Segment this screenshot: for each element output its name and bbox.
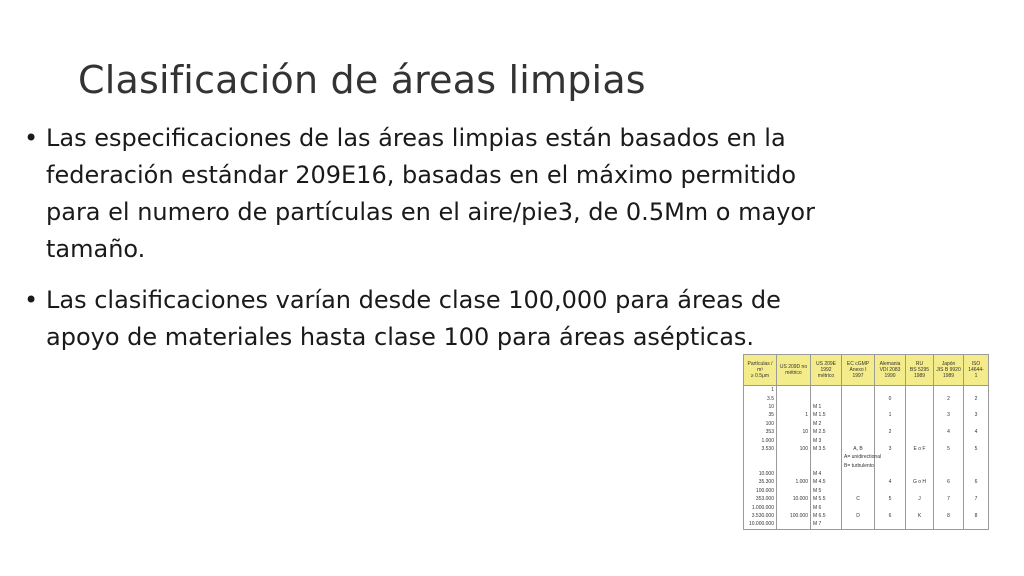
header-text: VDI 2083 [879,367,901,373]
table-cell [964,386,989,395]
table-cell [875,436,906,444]
table-cell: M 4.5 [811,478,842,486]
table-cell: 3 [875,445,906,453]
table-header-cell [777,355,811,386]
table-cell [964,520,989,529]
header-text: US 209E [815,361,836,367]
table-cell: 100.000 [777,512,811,520]
bullet-dot-icon: • [24,286,39,314]
header-text: Anexo I [849,367,867,373]
table-cell [842,386,875,395]
table-cell [964,420,989,428]
table-body [744,386,989,530]
table-cell [964,436,989,444]
bullet-text: Las clasificaciones varían desde clase 100,000 para áreas de apoyo de materiales hasta clase 100 para áreas asépticas. [46,286,781,351]
table-cell [964,462,989,470]
table-cell: 10.000 [744,470,777,478]
bullet-text: Las especificaciones de las áreas limpias están basados en la federación estándar 209E16, basadas en el máximo permitido para el numero de partículas en el aire/pie3, de 0.5Mm o mayor tamaño. [46,124,815,263]
table-cell [934,520,964,529]
table-cell [842,520,875,529]
table-row [744,386,989,395]
table-row [744,478,989,486]
table-row [744,403,989,411]
table-cell: 1 [744,386,777,395]
table-cell: 1.000 [744,436,777,444]
table-cell: 1 [875,411,906,419]
table-cell: 2 [875,428,906,436]
table-cell [964,403,989,411]
table-row [744,445,989,453]
table-cell: A= unidirectional [842,453,875,461]
table-cell: 2 [934,394,964,402]
table-cell [906,487,934,495]
table-cell: M 1 [811,403,842,411]
table-cell [875,520,906,529]
table-cell [875,420,906,428]
table-cell [964,487,989,495]
table-row [744,520,989,529]
table-cell [906,436,934,444]
table-cell [906,503,934,511]
table-cell: 5 [934,445,964,453]
table-cell: 35.300 [744,478,777,486]
header-text: métrico [817,373,835,379]
table-cell: 5 [875,495,906,503]
table-cell: 8 [964,512,989,520]
classification-table [743,354,989,530]
table-cell: 6 [875,512,906,520]
table-cell [842,487,875,495]
table-cell [811,394,842,402]
table-header-cell [964,355,989,386]
table-cell [777,453,811,461]
table-cell: M 4 [811,470,842,478]
table-cell: A, B [842,445,875,453]
table-cell: 3 [964,411,989,419]
table-cell [842,394,875,402]
table-cell: 100.000 [744,487,777,495]
header-text: 1997 [852,373,864,379]
table-header-cell [875,355,906,386]
table-cell [934,436,964,444]
table-cell: M 7 [811,520,842,529]
table-cell [906,428,934,436]
table-cell [934,386,964,395]
table-cell [777,386,811,395]
table-cell [906,453,934,461]
table-cell: M 2.5 [811,428,842,436]
table-header-row [744,355,989,386]
header-text: Japón [941,361,956,367]
header-text: 1 [974,373,978,379]
table-row [744,428,989,436]
table-cell [934,453,964,461]
header-text: 1990 [884,373,896,379]
table-cell: M 3.5 [811,445,842,453]
table-cell [906,411,934,419]
table-cell [777,436,811,444]
table-cell [964,470,989,478]
table-cell: 4 [875,478,906,486]
table-cell [934,420,964,428]
table-cell [744,462,777,470]
table-cell [964,453,989,461]
table-cell: 353.000 [744,495,777,503]
table-row [744,420,989,428]
table-row [744,503,989,511]
table-cell [842,420,875,428]
table-cell [777,420,811,428]
header-text: BS 5295 [909,367,930,373]
table-cell: D [842,512,875,520]
header-text: Partículas / m³ [747,361,773,373]
table-cell [934,487,964,495]
table-cell: M 2 [811,420,842,428]
table-cell [875,462,906,470]
table-cell [777,462,811,470]
header-text: Alemania [879,361,901,367]
classification-table-image [743,354,988,560]
table-cell: M 6.5 [811,512,842,520]
table-cell [934,503,964,511]
table-cell: 8 [934,512,964,520]
table-header-cell [744,355,777,386]
table-cell [906,470,934,478]
table-cell [906,520,934,529]
table-cell [777,503,811,511]
table-cell [777,520,811,529]
table-row [744,462,989,470]
table-row [744,436,989,444]
header-text: ISO 14644- [968,361,984,373]
table-cell [906,403,934,411]
table-header-cell [811,355,842,386]
table-cell: 4 [964,428,989,436]
table-cell: M 5 [811,487,842,495]
table-row [744,453,989,461]
header-text: US 209D no [779,364,808,370]
table-cell: 10 [744,403,777,411]
bullet-list [20,120,840,370]
table-cell: 0 [875,394,906,402]
table-cell [934,462,964,470]
table-cell: 1.000.000 [744,503,777,511]
table-cell [875,386,906,395]
table-cell [906,462,934,470]
table-cell: 10 [777,428,811,436]
table-cell [842,436,875,444]
table-cell: 6 [934,478,964,486]
table-cell: K [906,512,934,520]
table-cell [934,403,964,411]
table-cell [964,503,989,511]
bullet-item [20,282,840,356]
table-cell: 10.000.000 [744,520,777,529]
table-cell: 3 [934,411,964,419]
table-cell: 7 [964,495,989,503]
table-row [744,512,989,520]
table-cell: 4 [934,428,964,436]
table-cell: B= turbulento [842,462,875,470]
table-cell [875,503,906,511]
table-cell [906,386,934,395]
table-cell [875,470,906,478]
header-text: JIS B 9920 [936,367,961,373]
header-text: RU [915,361,924,367]
header-text: 1989 [942,373,955,379]
table-row [744,394,989,402]
table-cell [842,403,875,411]
table-cell: E o F [906,445,934,453]
table-cell: 35 [744,411,777,419]
header-text: métrico [785,370,802,376]
table-cell [842,478,875,486]
table-cell: 3.530 [744,445,777,453]
table-cell [777,394,811,402]
table-cell: 1 [777,411,811,419]
table-cell: 353 [744,428,777,436]
table-cell [777,487,811,495]
table-cell: G o H [906,478,934,486]
table-cell [842,428,875,436]
table-cell [842,411,875,419]
table-cell [875,403,906,411]
table-cell [906,420,934,428]
table-header-cell [934,355,964,386]
table-row [744,487,989,495]
table-cell [906,394,934,402]
table-cell: 100 [777,445,811,453]
table-cell: C [842,495,875,503]
header-text: 1992 [820,367,832,373]
header-text: ≥ 0.5μm [750,373,770,379]
table-cell [777,470,811,478]
table-cell: 7 [934,495,964,503]
header-text: EC cGMP [846,361,870,367]
table-cell [842,503,875,511]
table-header-cell [842,355,875,386]
table-cell [777,403,811,411]
table-cell: 10.000 [777,495,811,503]
bullet-dot-icon: • [24,124,39,152]
table-cell [811,462,842,470]
table-cell [811,453,842,461]
table-header-cell [906,355,934,386]
table-cell [811,386,842,395]
table-cell [875,487,906,495]
table-cell [934,470,964,478]
table-cell [744,453,777,461]
table-row [744,411,989,419]
header-text: 1989 [913,373,926,379]
table-cell: 3.530.000 [744,512,777,520]
table-cell: 5 [964,445,989,453]
slide-title: Clasificación de áreas limpias [78,58,646,102]
table-cell: 2 [964,394,989,402]
table-cell: M 6 [811,503,842,511]
table-cell: 100 [744,420,777,428]
table-cell: M 3 [811,436,842,444]
bullet-item [20,120,840,268]
table-cell: 3.5 [744,394,777,402]
table-cell [842,470,875,478]
table-row [744,495,989,503]
table-cell: J [906,495,934,503]
table-row [744,470,989,478]
table-cell: 1.000 [777,478,811,486]
table-cell: M 1.5 [811,411,842,419]
table-cell: M 5.5 [811,495,842,503]
table-cell: 6 [964,478,989,486]
